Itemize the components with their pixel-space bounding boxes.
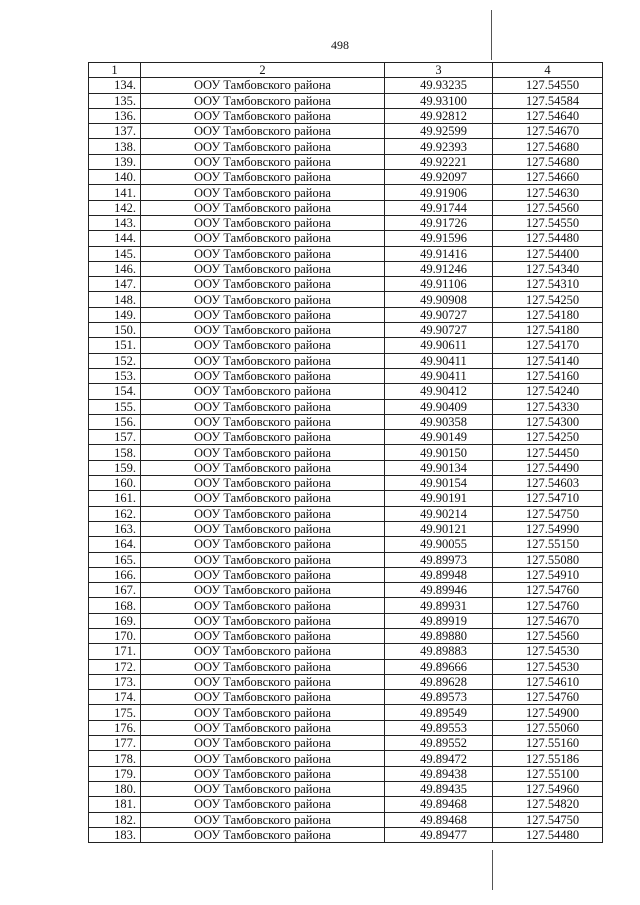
- longitude: 127.54240: [493, 384, 603, 399]
- longitude: 127.54480: [493, 827, 603, 842]
- object-name: ООУ Тамбовского района: [141, 567, 385, 582]
- row-number: 166.: [89, 567, 141, 582]
- table-row: [89, 78, 603, 93]
- object-name: ООУ Тамбовского района: [141, 674, 385, 689]
- longitude: 127.54450: [493, 445, 603, 460]
- row-number: 169.: [89, 613, 141, 628]
- row-number: 183.: [89, 827, 141, 842]
- longitude: 127.54550: [493, 215, 603, 230]
- object-name: ООУ Тамбовского района: [141, 368, 385, 383]
- latitude: 49.91416: [385, 246, 493, 261]
- table-row: [89, 231, 603, 246]
- table-row: [89, 353, 603, 368]
- page-number: 498: [331, 38, 349, 52]
- table-row: [89, 613, 603, 628]
- row-number: 147.: [89, 277, 141, 292]
- margin-line-top: [491, 10, 492, 60]
- latitude: 49.89438: [385, 766, 493, 781]
- row-number: 165.: [89, 552, 141, 567]
- object-name: ООУ Тамбовского района: [141, 231, 385, 246]
- object-name: ООУ Тамбовского района: [141, 277, 385, 292]
- object-name: ООУ Тамбовского района: [141, 751, 385, 766]
- object-name: ООУ Тамбовского района: [141, 583, 385, 598]
- longitude: 127.54760: [493, 690, 603, 705]
- object-name: ООУ Тамбовского района: [141, 215, 385, 230]
- row-number: 137.: [89, 124, 141, 139]
- longitude: 127.55060: [493, 720, 603, 735]
- latitude: 49.90149: [385, 430, 493, 445]
- longitude: 127.54490: [493, 460, 603, 475]
- table-row: [89, 476, 603, 491]
- table-row: [89, 323, 603, 338]
- row-number: 152.: [89, 353, 141, 368]
- longitude: 127.54330: [493, 399, 603, 414]
- longitude: 127.54480: [493, 231, 603, 246]
- table-row: [89, 506, 603, 521]
- latitude: 49.90214: [385, 506, 493, 521]
- row-number: 140.: [89, 170, 141, 185]
- longitude: 127.54670: [493, 124, 603, 139]
- longitude: 127.54560: [493, 200, 603, 215]
- longitude: 127.54140: [493, 353, 603, 368]
- object-name: ООУ Тамбовского района: [141, 766, 385, 781]
- object-name: ООУ Тамбовского района: [141, 552, 385, 567]
- latitude: 49.91906: [385, 185, 493, 200]
- table-row: [89, 705, 603, 720]
- row-number: 177.: [89, 736, 141, 751]
- longitude: 127.54710: [493, 491, 603, 506]
- latitude: 49.89919: [385, 613, 493, 628]
- row-number: 170.: [89, 628, 141, 643]
- longitude: 127.54760: [493, 598, 603, 613]
- column-header: 1: [89, 63, 141, 78]
- table-row: [89, 261, 603, 276]
- row-number: 138.: [89, 139, 141, 154]
- longitude: 127.55080: [493, 552, 603, 567]
- table-row: [89, 552, 603, 567]
- object-name: ООУ Тамбовского района: [141, 460, 385, 475]
- longitude: 127.54310: [493, 277, 603, 292]
- latitude: 49.92393: [385, 139, 493, 154]
- latitude: 49.92221: [385, 154, 493, 169]
- latitude: 49.89468: [385, 812, 493, 827]
- table-row: [89, 399, 603, 414]
- object-name: ООУ Тамбовского района: [141, 476, 385, 491]
- table-row: [89, 170, 603, 185]
- object-name: ООУ Тамбовского района: [141, 261, 385, 276]
- latitude: 49.90908: [385, 292, 493, 307]
- latitude: 49.89946: [385, 583, 493, 598]
- object-name: ООУ Тамбовского района: [141, 797, 385, 812]
- longitude: 127.54550: [493, 78, 603, 93]
- longitude: 127.54630: [493, 185, 603, 200]
- latitude: 49.89880: [385, 628, 493, 643]
- table-row: [89, 307, 603, 322]
- object-name: ООУ Тамбовского района: [141, 154, 385, 169]
- latitude: 49.89549: [385, 705, 493, 720]
- table-row: [89, 598, 603, 613]
- latitude: 49.89948: [385, 567, 493, 582]
- longitude: 127.54530: [493, 659, 603, 674]
- longitude: 127.54960: [493, 781, 603, 796]
- object-name: ООУ Тамбовского района: [141, 323, 385, 338]
- latitude: 49.89553: [385, 720, 493, 735]
- latitude: 49.93235: [385, 78, 493, 93]
- table-row: [89, 583, 603, 598]
- latitude: 49.90727: [385, 323, 493, 338]
- margin-line-bottom: [492, 850, 493, 890]
- longitude: 127.54250: [493, 292, 603, 307]
- longitude: 127.54990: [493, 521, 603, 536]
- latitude: 49.91596: [385, 231, 493, 246]
- longitude: 127.55160: [493, 736, 603, 751]
- table-row: [89, 567, 603, 582]
- row-number: 150.: [89, 323, 141, 338]
- longitude: 127.54750: [493, 812, 603, 827]
- table-row: [89, 246, 603, 261]
- object-name: ООУ Тамбовского района: [141, 292, 385, 307]
- row-number: 182.: [89, 812, 141, 827]
- longitude: 127.54680: [493, 139, 603, 154]
- object-name: ООУ Тамбовского района: [141, 736, 385, 751]
- longitude: 127.54160: [493, 368, 603, 383]
- row-number: 149.: [89, 307, 141, 322]
- latitude: 49.91744: [385, 200, 493, 215]
- longitude: 127.54584: [493, 93, 603, 108]
- row-number: 148.: [89, 292, 141, 307]
- latitude: 49.92097: [385, 170, 493, 185]
- longitude: 127.54250: [493, 430, 603, 445]
- row-number: 143.: [89, 215, 141, 230]
- object-name: ООУ Тамбовского района: [141, 690, 385, 705]
- object-name: ООУ Тамбовского района: [141, 506, 385, 521]
- object-name: ООУ Тамбовского района: [141, 139, 385, 154]
- latitude: 49.90134: [385, 460, 493, 475]
- row-number: 175.: [89, 705, 141, 720]
- latitude: 49.89931: [385, 598, 493, 613]
- row-number: 154.: [89, 384, 141, 399]
- row-number: 146.: [89, 261, 141, 276]
- row-number: 163.: [89, 521, 141, 536]
- row-number: 172.: [89, 659, 141, 674]
- object-name: ООУ Тамбовского района: [141, 705, 385, 720]
- row-number: 136.: [89, 108, 141, 123]
- row-number: 160.: [89, 476, 141, 491]
- table-row: [89, 185, 603, 200]
- latitude: 49.89666: [385, 659, 493, 674]
- object-name: ООУ Тамбовского района: [141, 521, 385, 536]
- longitude: 127.54910: [493, 567, 603, 582]
- row-number: 168.: [89, 598, 141, 613]
- latitude: 49.90055: [385, 537, 493, 552]
- object-name: ООУ Тамбовского района: [141, 338, 385, 353]
- row-number: 144.: [89, 231, 141, 246]
- longitude: 127.54300: [493, 414, 603, 429]
- object-name: ООУ Тамбовского района: [141, 399, 385, 414]
- object-name: ООУ Тамбовского района: [141, 353, 385, 368]
- latitude: 49.90154: [385, 476, 493, 491]
- longitude: 127.55100: [493, 766, 603, 781]
- latitude: 49.90358: [385, 414, 493, 429]
- longitude: 127.54530: [493, 644, 603, 659]
- latitude: 49.89477: [385, 827, 493, 842]
- latitude: 49.90411: [385, 368, 493, 383]
- table-row: [89, 766, 603, 781]
- object-name: ООУ Тамбовского района: [141, 200, 385, 215]
- table-row: [89, 200, 603, 215]
- table-row: [89, 124, 603, 139]
- object-name: ООУ Тамбовского района: [141, 93, 385, 108]
- longitude: 127.54180: [493, 323, 603, 338]
- row-number: 173.: [89, 674, 141, 689]
- table-row: [89, 537, 603, 552]
- table-row: [89, 797, 603, 812]
- longitude: 127.54170: [493, 338, 603, 353]
- row-number: 145.: [89, 246, 141, 261]
- row-number: 178.: [89, 751, 141, 766]
- object-name: ООУ Тамбовского района: [141, 414, 385, 429]
- latitude: 49.90191: [385, 491, 493, 506]
- latitude: 49.91726: [385, 215, 493, 230]
- latitude: 49.89468: [385, 797, 493, 812]
- table-row: [89, 414, 603, 429]
- longitude: 127.54820: [493, 797, 603, 812]
- table-row: [89, 430, 603, 445]
- object-name: ООУ Тамбовского района: [141, 170, 385, 185]
- longitude: 127.54670: [493, 613, 603, 628]
- object-name: ООУ Тамбовского района: [141, 78, 385, 93]
- object-name: ООУ Тамбовского района: [141, 445, 385, 460]
- table-row: [89, 674, 603, 689]
- row-number: 141.: [89, 185, 141, 200]
- object-name: ООУ Тамбовского района: [141, 827, 385, 842]
- object-name: ООУ Тамбовского района: [141, 613, 385, 628]
- table-row: [89, 659, 603, 674]
- column-header: 4: [493, 63, 603, 78]
- row-number: 180.: [89, 781, 141, 796]
- row-number: 164.: [89, 537, 141, 552]
- longitude: 127.54760: [493, 583, 603, 598]
- longitude: 127.55150: [493, 537, 603, 552]
- latitude: 49.89573: [385, 690, 493, 705]
- longitude: 127.55186: [493, 751, 603, 766]
- row-number: 167.: [89, 583, 141, 598]
- row-number: 158.: [89, 445, 141, 460]
- longitude: 127.54340: [493, 261, 603, 276]
- table-row: [89, 491, 603, 506]
- table-row: [89, 384, 603, 399]
- row-number: 155.: [89, 399, 141, 414]
- row-number: 162.: [89, 506, 141, 521]
- object-name: ООУ Тамбовского района: [141, 628, 385, 643]
- table-row: [89, 521, 603, 536]
- latitude: 49.92812: [385, 108, 493, 123]
- object-name: ООУ Тамбовского района: [141, 430, 385, 445]
- row-number: 134.: [89, 78, 141, 93]
- table-row: [89, 93, 603, 108]
- latitude: 49.90411: [385, 353, 493, 368]
- table-row: [89, 139, 603, 154]
- latitude: 49.89435: [385, 781, 493, 796]
- object-name: ООУ Тамбовского района: [141, 384, 385, 399]
- latitude: 49.92599: [385, 124, 493, 139]
- table-row: [89, 690, 603, 705]
- object-name: ООУ Тамбовского района: [141, 659, 385, 674]
- table-header-row: [89, 63, 603, 78]
- longitude: 127.54750: [493, 506, 603, 521]
- longitude: 127.54560: [493, 628, 603, 643]
- latitude: 49.90409: [385, 399, 493, 414]
- object-name: ООУ Тамбовского района: [141, 185, 385, 200]
- row-number: 135.: [89, 93, 141, 108]
- table-row: [89, 292, 603, 307]
- row-number: 151.: [89, 338, 141, 353]
- table-row: [89, 445, 603, 460]
- longitude: 127.54900: [493, 705, 603, 720]
- longitude: 127.54640: [493, 108, 603, 123]
- table-row: [89, 277, 603, 292]
- object-name: ООУ Тамбовского района: [141, 307, 385, 322]
- row-number: 159.: [89, 460, 141, 475]
- object-name: ООУ Тамбовского района: [141, 598, 385, 613]
- table-row: [89, 781, 603, 796]
- longitude: 127.54603: [493, 476, 603, 491]
- table-row: [89, 751, 603, 766]
- object-name: ООУ Тамбовского района: [141, 781, 385, 796]
- column-header: 3: [385, 63, 493, 78]
- latitude: 49.89552: [385, 736, 493, 751]
- latitude: 49.90727: [385, 307, 493, 322]
- table-row: [89, 827, 603, 842]
- latitude: 49.89628: [385, 674, 493, 689]
- table-row: [89, 338, 603, 353]
- row-number: 161.: [89, 491, 141, 506]
- latitude: 49.89883: [385, 644, 493, 659]
- table-row: [89, 628, 603, 643]
- object-name: ООУ Тамбовского района: [141, 644, 385, 659]
- table-row: [89, 812, 603, 827]
- table-row: [89, 644, 603, 659]
- column-header: 2: [141, 63, 385, 78]
- object-name: ООУ Тамбовского района: [141, 720, 385, 735]
- table-row: [89, 720, 603, 735]
- row-number: 171.: [89, 644, 141, 659]
- row-number: 174.: [89, 690, 141, 705]
- row-number: 179.: [89, 766, 141, 781]
- table-row: [89, 368, 603, 383]
- latitude: 49.90611: [385, 338, 493, 353]
- row-number: 176.: [89, 720, 141, 735]
- table-row: [89, 460, 603, 475]
- table-row: [89, 736, 603, 751]
- object-name: ООУ Тамбовского района: [141, 124, 385, 139]
- object-name: ООУ Тамбовского района: [141, 537, 385, 552]
- table-row: [89, 154, 603, 169]
- object-name: ООУ Тамбовского района: [141, 246, 385, 261]
- table-row: [89, 215, 603, 230]
- coordinates-table: [88, 62, 603, 843]
- row-number: 142.: [89, 200, 141, 215]
- row-number: 139.: [89, 154, 141, 169]
- object-name: ООУ Тамбовского района: [141, 491, 385, 506]
- latitude: 49.89973: [385, 552, 493, 567]
- latitude: 49.91106: [385, 277, 493, 292]
- row-number: 181.: [89, 797, 141, 812]
- longitude: 127.54610: [493, 674, 603, 689]
- row-number: 156.: [89, 414, 141, 429]
- object-name: ООУ Тамбовского района: [141, 108, 385, 123]
- latitude: 49.91246: [385, 261, 493, 276]
- latitude: 49.90121: [385, 521, 493, 536]
- table-row: [89, 108, 603, 123]
- latitude: 49.89472: [385, 751, 493, 766]
- latitude: 49.90150: [385, 445, 493, 460]
- latitude: 49.90412: [385, 384, 493, 399]
- row-number: 157.: [89, 430, 141, 445]
- latitude: 49.93100: [385, 93, 493, 108]
- object-name: ООУ Тамбовского района: [141, 812, 385, 827]
- longitude: 127.54400: [493, 246, 603, 261]
- longitude: 127.54180: [493, 307, 603, 322]
- longitude: 127.54680: [493, 154, 603, 169]
- longitude: 127.54660: [493, 170, 603, 185]
- row-number: 153.: [89, 368, 141, 383]
